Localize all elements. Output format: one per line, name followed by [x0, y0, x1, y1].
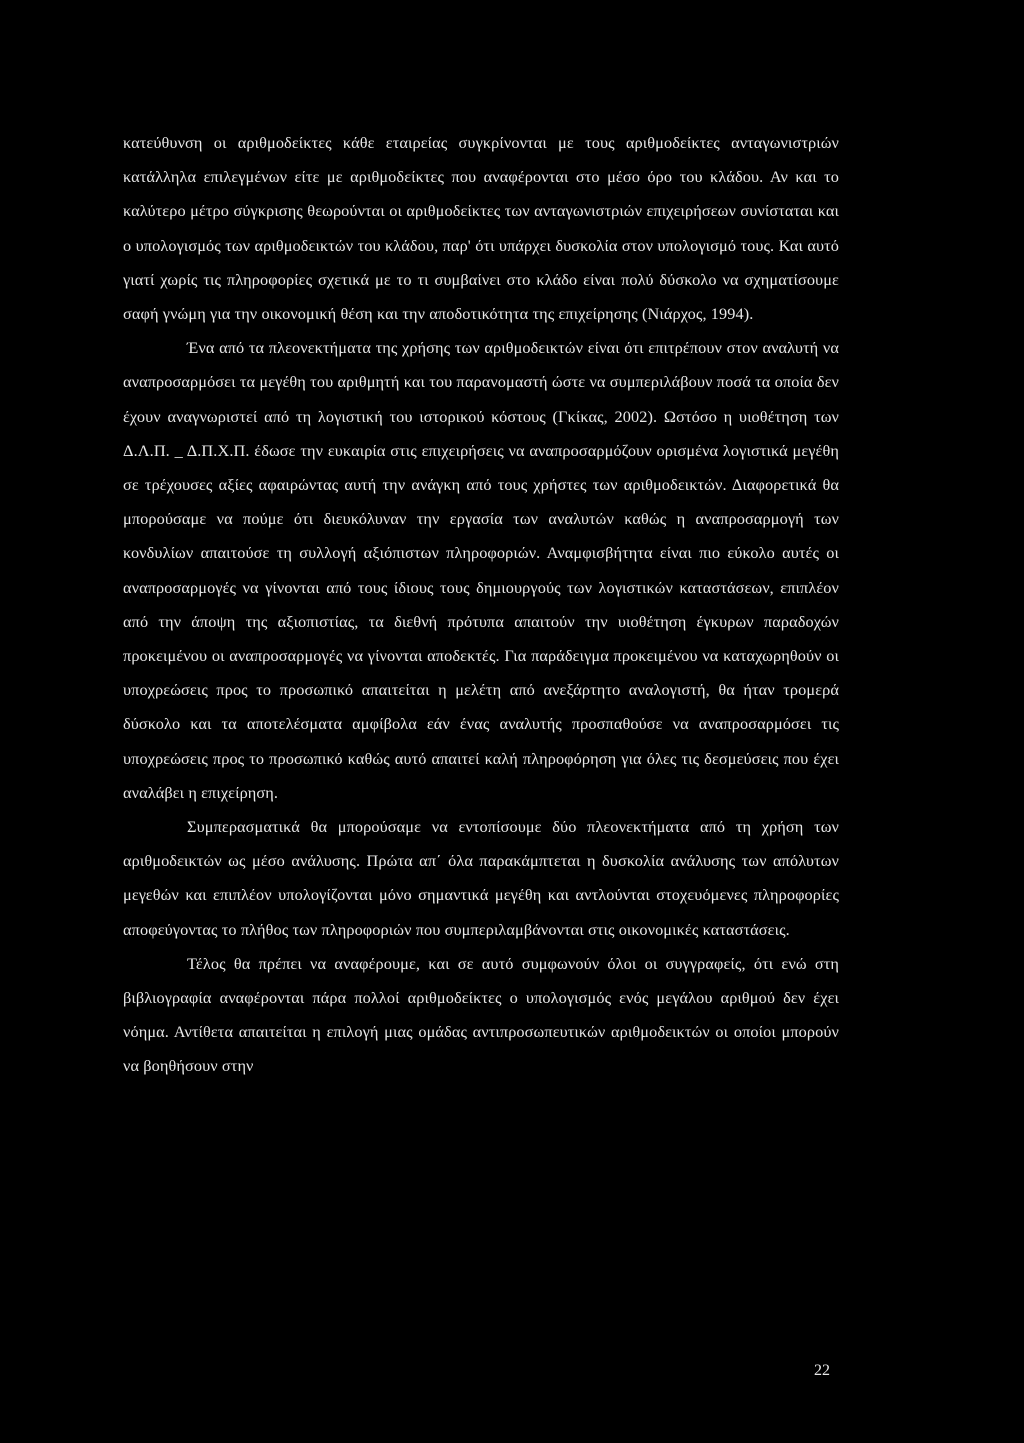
paragraph-continuation: κατεύθυνση οι αριθμοδείκτες κάθε εταιρείας συγκρίνονται με τους αριθμοδείκτες ανταγωνιστριών κατάλληλα επιλεγμένων είτε με αριθμοδείκτες που αναφέρονται στο μέσο όρο του κλάδου. Αν και το καλύτερο μέτρο σύγκρισης θεωρούνται οι αριθμοδείκτες των ανταγωνιστριών επιχειρήσεων συνίσταται και ο υπολογισμός των αριθμοδεικτών του κλάδου, παρ' ότι υπάρχει δυσκολία στον υπολογισμό τους. Και αυτό γιατί χωρίς τις πληροφορίες σχετικά με το τι συμβαίνει στο κλάδο είναι πολύ δύσκολο να σχηματίσουμε σαφή γνώμη για την οικονομική θέση και την αποδοτικότητα της επιχείρησης (Νιάρχος, 1994).: [123, 133, 839, 324]
paragraph-advantages: Ένα από τα πλεονεκτήματα της χρήσης των αριθμοδεικτών είναι ότι επιτρέπουν στον αναλυτή να αναπροσαρμόσει τα μεγέθη του αριθμητή και του παρανομαστή ώστε να συμπεριλάβουν ποσά τα οποία δεν έχουν αναγνωριστεί από τη λογιστική του ιστορικού κόστους (Γκίκας, 2002). Ωστόσο η υιοθέτηση των Δ.Λ.Π. _ Δ.Π.Χ.Π. έδωσε την ευκαιρία στις επιχειρήσεις να αναπροσαρμόζουν ορισμένα λογιστικά μεγέθη σε τρέχουσες αξίες αφαιρώντας αυτή την ανάγκη από τους χρήστες των αριθμοδεικτών. Διαφορετικά θα μπορούσαμε να πούμε ότι διευκόλυναν την εργασία των αναλυτών καθώς η αναπροσαρμογή των κονδυλίων απαιτούσε τη συλλογή αξιόπιστων πληροφοριών. Αναμφισβήτητα είναι πιο εύκολο αυτές οι αναπροσαρμογές να γίνονται από τους ίδιους τους δημιουργούς των λογιστικών καταστάσεων, επιπλέον από την άποψη της αξιοπιστίας, τα διεθνή πρότυπα απαιτούν την υιοθέτηση έγκυρων παραδοχών προκειμένου οι αναπροσαρμογές να γίνονται αποδεκτές. Για παράδειγμα προκειμένου να καταχωρηθούν οι υποχρεώσεις προς το προσωπικό απαιτείται η μελέτη από ανεξάρτητο αναλογιστή, θα ήταν τρομερά δύσκολο και τα αποτελέσματα αμφίβολα εάν ένας αναλυτής προσπαθούσε να αναπροσαρμόσει τις υποχρεώσεις προς το προσωπικό καθώς αυτό απαιτεί καλή πληροφόρηση για όλες τις δεσμεύσεις που έχει αναλάβει η επιχείρηση.: [123, 338, 839, 802]
page-number: 22: [814, 1362, 830, 1379]
page-body: [123, 126, 839, 1084]
paragraph-conclusion: Συμπερασματικά θα μπορούσαμε να εντοπίσουμε δύο πλεονεκτήματα από τη χρήση των αριθμοδεικτών ως μέσο ανάλυσης. Πρώτα απ΄ όλα παρακάμπτεται η δυσκολία ανάλυσης των απόλυτων μεγεθών και επιπλέον υπολογίζονται μόνο σημαντικά μεγέθη και αντλούνται στοχευόμενες πληροφορίες αποφεύγοντας το πλήθος των πληροφοριών που συμπεριλαμβάνονται στις οικονομικές καταστάσεις.: [123, 817, 839, 939]
paragraph-final: Τέλος θα πρέπει να αναφέρουμε, και σε αυτό συμφωνούν όλοι οι συγγραφείς, ότι ενώ στη βιβλιογραφία αναφέρονται πάρα πολλοί αριθμοδείκτες ο υπολογισμός ενός μεγάλου αριθμού δεν έχει νόημα. Αντίθετα απαιτείται η επιλογή μιας ομάδας αντιπροσωπευτικών αριθμοδεικτών οι οποίοι μπορούν να βοηθήσουν στην: [123, 953, 839, 1076]
